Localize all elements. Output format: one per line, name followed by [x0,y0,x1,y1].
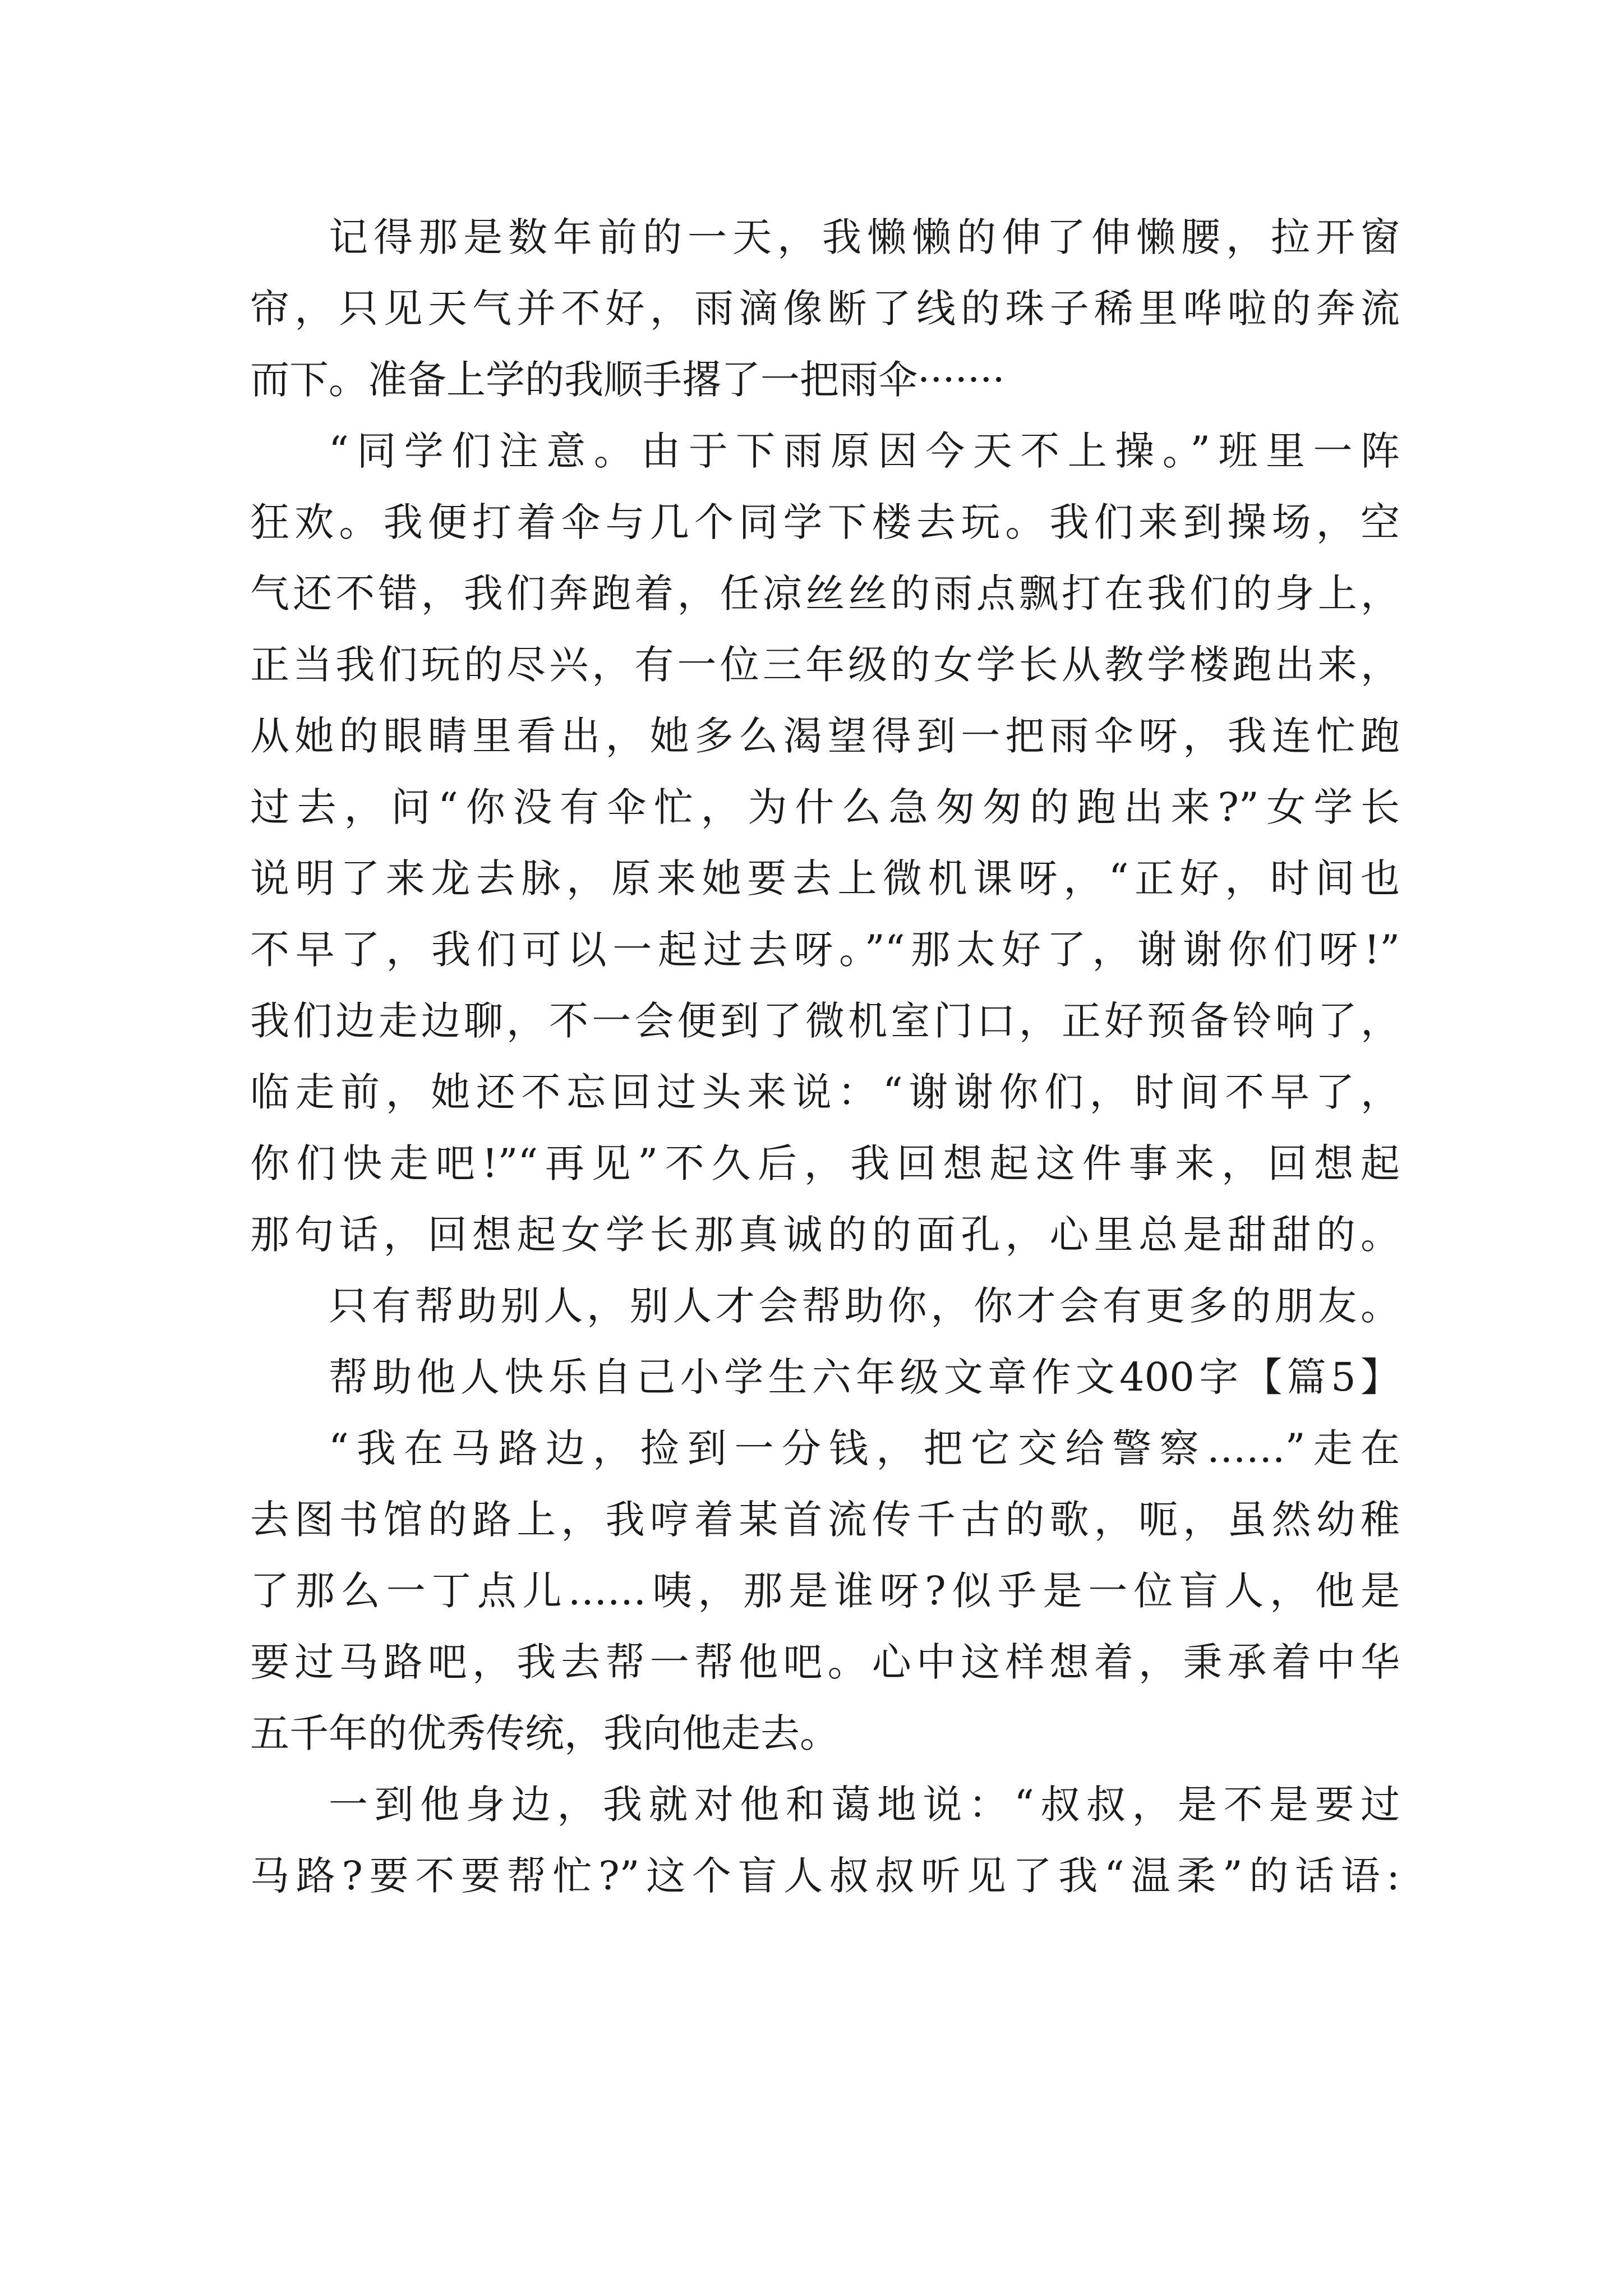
paragraph-2-line-10: 临走前，她还不忘回过头来说：“谢谢你们，时间不早了， [250,1069,1400,1115]
paragraph-5-line-1: “我在马路边，捡到一分钱，把它交给警察……”走在 [329,1425,1400,1471]
paragraph-3-line-1: 只有帮助别人，别人才会帮助你，你才会有更多的朋友。 [329,1283,1400,1329]
document-body [250,202,1400,1912]
paragraph-2-line-12: 那句话，回想起女学长那真诚的的面孔，心里总是甜甜的。 [250,1212,1400,1258]
paragraph-2-line-11: 你们快走吧!”“再见”不久后，我回想起这件事来，回想起 [250,1140,1400,1186]
paragraph-6-line-1: 一到他身边，我就对他和蔼地说：“叔叔，是不是要过 [329,1782,1400,1828]
paragraph-2-line-5: 从她的眼睛里看出，她多么渴望得到一把雨伞呀，我连忙跑 [250,713,1400,759]
paragraph-2-line-3: 气还不错，我们奔跑着，任凉丝丝的雨点飘打在我们的身上， [250,570,1400,616]
paragraph-6-line-2: 马路?要不要帮忙?”这个盲人叔叔听见了我“温柔”的话语: [250,1853,1400,1899]
paragraph-1-line-1: 记得那是数年前的一天，我懒懒的伸了伸懒腰，拉开窗 [329,214,1400,260]
paragraph-2-line-8: 不早了，我们可以一起过去呀。”“那太好了，谢谢你们呀!” [250,927,1400,973]
paragraph-5-line-3: 了那么一丁点儿……咦，那是谁呀?似乎是一位盲人，他是 [250,1568,1400,1614]
paragraph-2-line-4: 正当我们玩的尽兴，有一位三年级的女学长从教学楼跑出来， [250,642,1400,688]
paragraph-2-line-9: 我们边走边聊，不一会便到了微机室门口，正好预备铃响了， [250,998,1400,1044]
paragraph-2-line-2: 狂欢。我便打着伞与几个同学下楼去玩。我们来到操场，空 [250,499,1400,545]
paragraph-1-line-2: 帘，只见天气并不好，雨滴像断了线的珠子稀里哗啦的奔流 [250,286,1400,332]
paragraph-2-line-1: “同学们注意。由于下雨原因今天不上操。”班里一阵 [329,428,1400,474]
paragraph-5-line-5: 五千年的优秀传统，我向他走去。 [250,1710,839,1756]
paragraph-5-line-2: 去图书馆的路上，我哼着某首流传千古的歌，呃，虽然幼稚 [250,1497,1400,1543]
paragraph-2-line-6: 过去，问“你没有伞忙，为什么急匆匆的跑出来?”女学长 [250,784,1400,830]
section-heading-5: 帮助他人快乐自己小学生六年级文章作文400字【篇5】 [329,1354,1400,1400]
paragraph-1-line-3: 而下。准备上学的我顺手撂了一把雨伞······· [250,357,1005,403]
paragraph-2-line-7: 说明了来龙去脉，原来她要去上微机课呀，“正好，时间也 [250,855,1400,901]
paragraph-5-line-4: 要过马路吧，我去帮一帮他吧。心中这样想着，秉承着中华 [250,1639,1400,1685]
